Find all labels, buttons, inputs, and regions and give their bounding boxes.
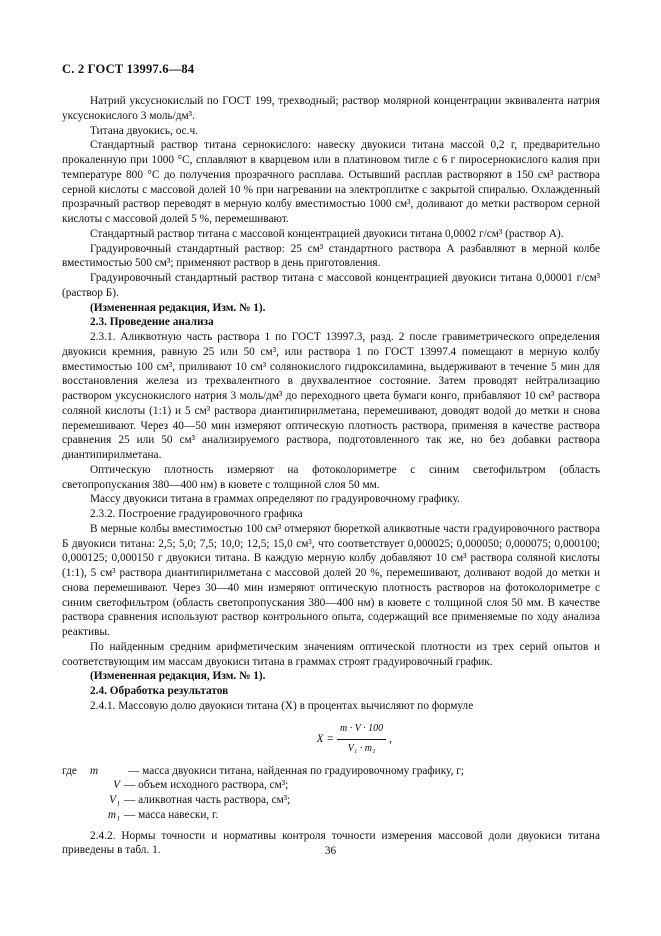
- formula-lhs: X =: [316, 733, 335, 746]
- amendment-note: (Измененная редакция, Изм. № 1).: [90, 670, 266, 683]
- paragraph: По найденным средним арифметическим значениям оптической плотности из трех серий опытов и соответствующим им массам двуокиси титана в граммах строят градуировочный график.: [62, 640, 600, 668]
- paragraph: Градуировочный стандартный раствор: 25 см³ стандартного раствора А разбавляют в мерной колбе вместимостью 500 см³; применяют раствор в день приготовления.: [62, 242, 600, 270]
- formula-fraction: [337, 722, 386, 757]
- paragraph: Оптическую плотность измеряют на фотоколориметре с синим светофильтром (область светопропускания 380—400 нм) в кювете с толщиной слоя 50 мм.: [62, 463, 600, 491]
- legend-symbol: m₁: [107, 808, 120, 821]
- paragraph: Стандартный раствор титана сернокислого: навеску двуокиси титана массой 0,2 г, предварительно прокаленную при 1000 °С, сплавляют в кварцевом или в платиновом тигле с 6 г пиросернокислого калия при температуре 800 °С до получения прозрачного расплава. Остывший расплав растворяют в 150 см³ раствора серной кислоты с массовой долей 10 % при нагревании на электроплитке с закрытой спиралью. Охлажденный прозрачный раствор переводят в мерную колбу вместимостью 1000 см³, доливают до метки раствором серной кислоты с массовой долей 5 %, перемешивают.: [62, 139, 600, 225]
- section-heading: 2.3. Проведение анализа: [90, 316, 214, 329]
- paragraph: Массу двуокиси титана в граммах определяют по градуировочному графику.: [90, 493, 460, 506]
- legend-description: — аликвотная часть раствора, см³;: [124, 794, 291, 806]
- paragraph: В мерные колбы вместимостью 100 см³ отмеряют бюреткой аликвотные части градуировочного раствора Б двуокиси титана: 2,5; 5,0; 7,5; 10,0; 12,5; 15,0 см³, что соответствует 0,000025; 0,000050; 0,000075; 0,000100; 0,000125; 0,000150 г двуокиси титана. В каждую мерную колбу добавляют 10 см³ раствора соляной кислоты (1:1), 5 см³ раствора диантипирилметана с массовой долей 20 %, перемешивают, доливают водой до метки и снова перемешивают. Через 30—40 мин измеряют оптическую плотность растворов на фотоколориметре с синим светофильтром (область светопропускания 380—400 нм) в кювете с толщиной слоя 50 мм. В качестве раствора сравнения используют раствор контрольного опыта, содержащий все применяемые по ходу анализа реактивы.: [62, 522, 600, 638]
- formula: [62, 717, 600, 763]
- section-heading: 2.4. Обработка результатов: [90, 685, 229, 697]
- legend-symbol: V₁: [109, 794, 120, 806]
- amendment-note: (Измененная редакция, Изм. № 1).: [90, 301, 266, 314]
- paragraph: 2.4.1. Массовую долю двуокиси титана (X) в процентах вычисляют по формуле: [90, 699, 474, 712]
- paragraphs: [62, 94, 600, 714]
- paragraph: Стандартный раствор титана с массовой концентрацией двуокиси титана 0,0002 г/см³ (раствор А).: [90, 227, 564, 240]
- variable-legend: [62, 764, 600, 823]
- formula-denominator: V₁ · m₁: [347, 743, 376, 754]
- paragraph: Натрий уксуснокислый по ГОСТ 199, трехводный; раствор молярной концентрации эквивалента натрия уксуснокислого 3 моль/дм³.: [62, 95, 600, 122]
- paragraph: 2.3.1. Аликвотную часть раствора 1 по ГОСТ 13997.3, разд. 2 после гравиметрического определения двуокиси кремния, равную 25 или 50 см³, или раствора 1 по ГОСТ 13997.4 помещают в мерную колбу вместимостью 100 см³, приливают 10 см³ солянокислого гидроксиламина, выдерживают в течение 5 мин для восстановления железа из трехвалентного в двухвалентное состояние. Затем проводят нейтрализацию раствором уксуснокислого натрия 3 моль/дм³ до переходного цвета бумаги конго, прибавляют 10 см³ раствора соляной кислоты (1:1) и 5 см³ раствора диантипирилметана, перемешивают, доводят водой до метки и снова перемешивают. Через 40—50 мин измеряют оптическую плотность раствора, применяя в качестве раствора сравнения 25 или 50 см³ анализируемого раствора, подготовленного так же, но без добавки раствора диантипирилметана.: [62, 331, 600, 461]
- formula-numerator: m · V · 100: [337, 722, 386, 740]
- page-header: С. 2 ГОСТ 13997.6—84: [62, 62, 195, 76]
- formula-trail: ,: [389, 733, 392, 746]
- legend-description: — масса навески, г.: [124, 808, 219, 821]
- legend-symbol: m: [90, 764, 99, 777]
- closing-paragraph: 2.4.2. Нормы точности и нормативы контроля точности измерения массовой доли двуокиси титана приведены в табл. 1.: [62, 829, 600, 857]
- legend-row: [62, 778, 600, 793]
- legend-description: — объем исходного раствора, см³;: [124, 779, 289, 792]
- legend-intro: где: [62, 764, 77, 777]
- legend-row: [62, 764, 600, 779]
- legend-description: — масса двуокиси титана, найденная по градуировочному графику, г;: [128, 764, 464, 777]
- document-body: [62, 94, 600, 858]
- subsection-heading: 2.3.2. Построение градуировочного графика: [90, 508, 303, 520]
- legend-symbol: V: [113, 779, 120, 792]
- legend-row: [62, 793, 600, 808]
- paragraph: Градуировочный стандартный раствор титана с массовой концентрацией двуокиси титана 0,00001 г/см³ (раствор Б).: [62, 272, 600, 299]
- page-number: 36: [324, 845, 337, 857]
- paragraph: Титана двуокись, ос.ч.: [90, 124, 198, 137]
- legend-row: [62, 808, 600, 823]
